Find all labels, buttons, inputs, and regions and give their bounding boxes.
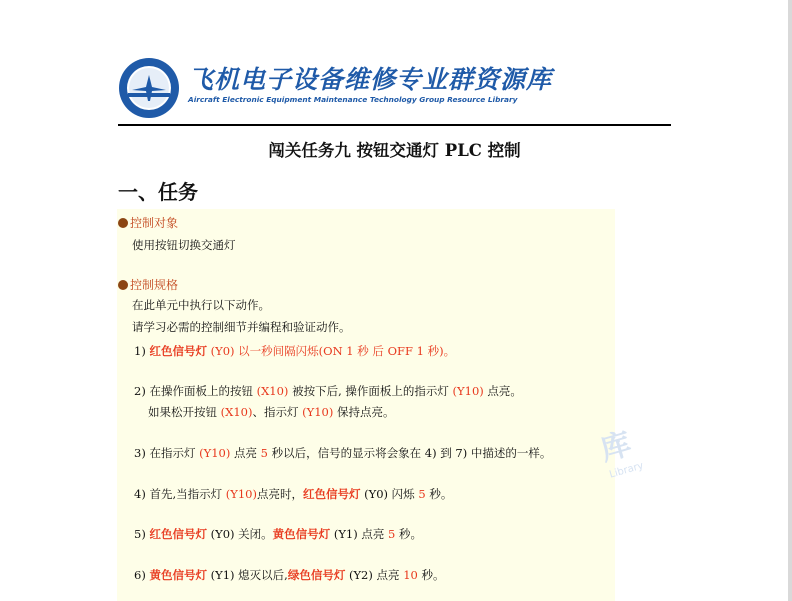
spec-item-4: 4) 首先,当指示灯 (Y10)点亮时，红色信号灯 (Y0) 闪烁 5 秒。 xyxy=(134,487,453,501)
spec-item-1: 1) 红色信号灯 (Y0) 以一秒间隔闪烁(ON 1 秒 后 OFF 1 秒)。 xyxy=(134,344,456,358)
spec-item-2-cont: 如果松开按钮 (X10)、指示灯 (Y10) 保持点亮。 xyxy=(148,405,395,419)
spec-item-5: 5) 红色信号灯 (Y0) 关闭。黄色信号灯 (Y1) 点亮 5 秒。 xyxy=(134,527,423,541)
spec-item-6: 6) 黄色信号灯 (Y1) 熄灭以后,绿色信号灯 (Y2) 点亮 10 秒。 xyxy=(134,568,445,582)
brand-name-en: Aircraft Electronic Equipment Maintenance Technology Group Resource Library xyxy=(188,95,518,104)
page-title: 闯关任务九 按钮交通灯 PLC 控制 xyxy=(268,141,521,160)
header-divider xyxy=(118,124,671,126)
spec-intro-2: 请学习必需的控制细节并编程和验证动作。 xyxy=(132,320,351,334)
brand-name-cn: 飞机电子设备维修专业群资源库 xyxy=(188,65,553,94)
spec-item-3: 3) 在指示灯 (Y10) 点亮 5 秒以后，信号的显示将会象在 4) 到 7) 中描述的一样。 xyxy=(134,446,552,460)
watermark-subtext: Library xyxy=(608,460,645,481)
spec-intro-1: 在此单元中执行以下动作。 xyxy=(132,298,270,312)
bullet-icon xyxy=(118,218,128,228)
control-spec-label: 控制规格 xyxy=(118,276,178,293)
bullet-icon xyxy=(118,280,128,290)
header-banner xyxy=(118,52,678,124)
page-edge xyxy=(788,0,792,601)
aircraft-logo-icon xyxy=(118,57,180,119)
control-object-text: 使用按钮切换交通灯 xyxy=(132,238,236,252)
spec-item-2: 2) 在操作面板上的按钮 (X10) 被按下后, 操作面板上的指示灯 (Y10) 点亮。 xyxy=(134,384,522,398)
watermark-text: 库 xyxy=(596,426,636,469)
control-object-label: 控制对象 xyxy=(118,214,178,231)
section-heading: 一、任务 xyxy=(118,180,198,204)
